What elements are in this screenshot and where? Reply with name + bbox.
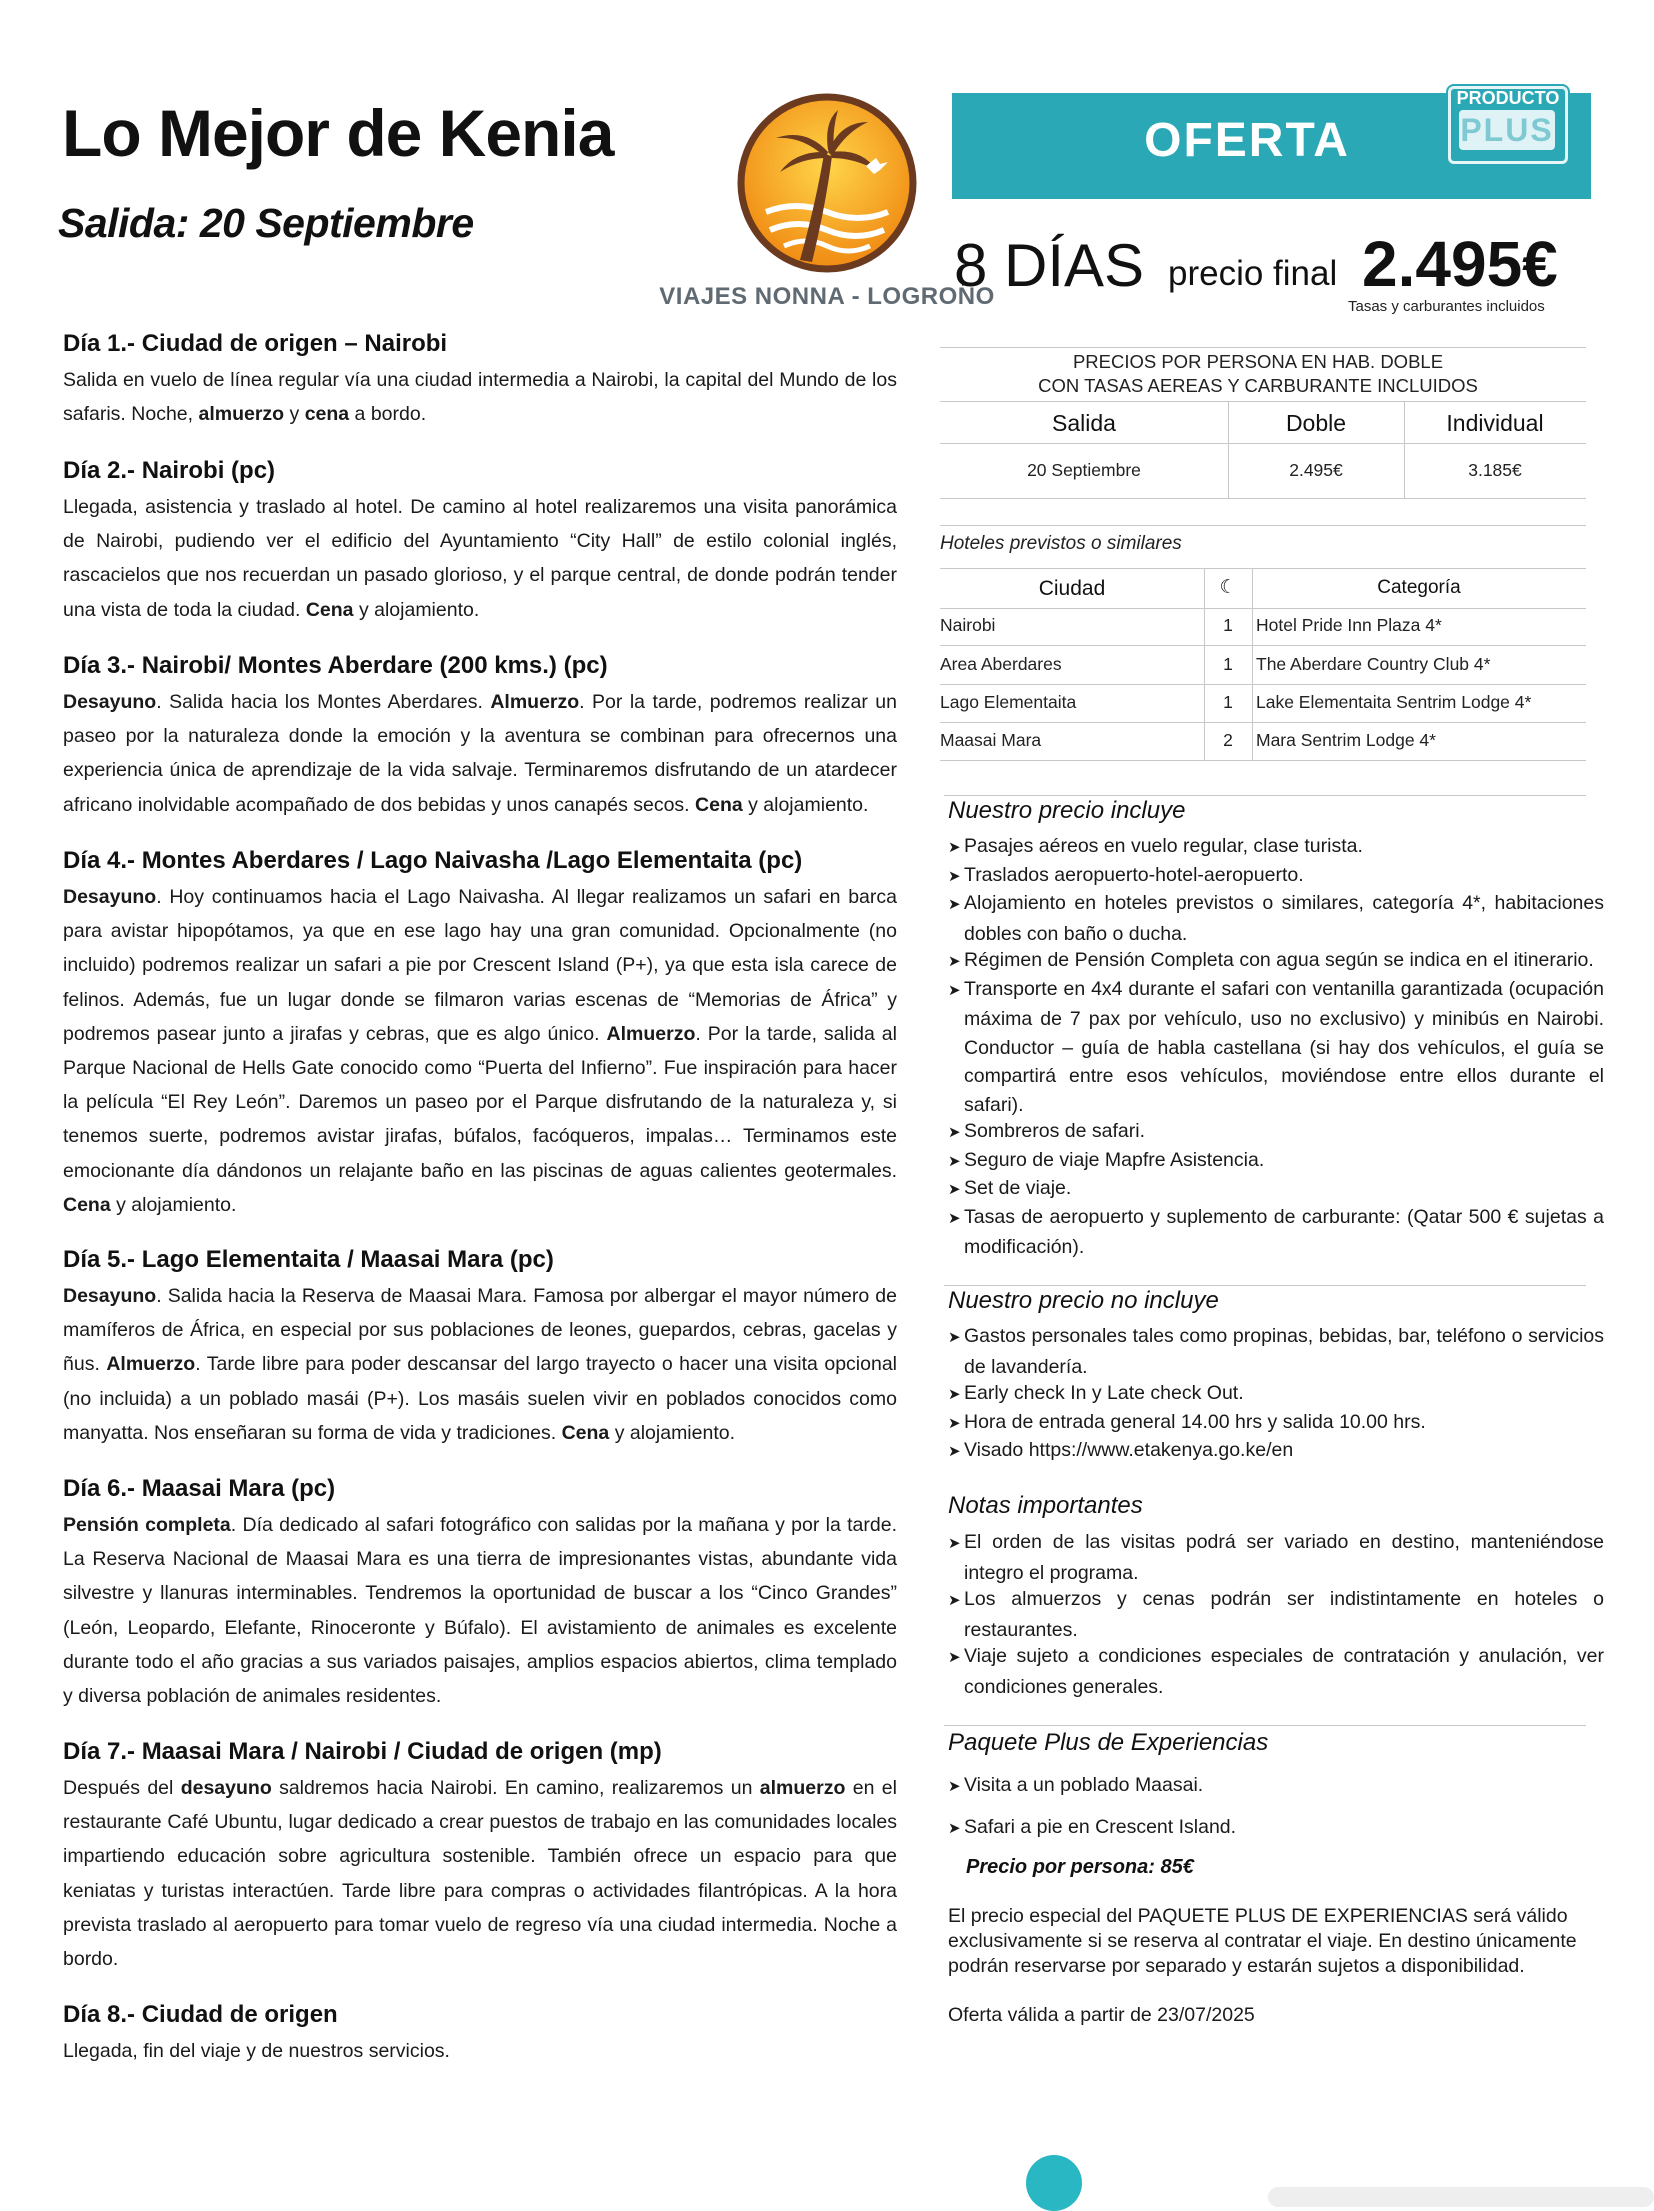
badge-top-label: PRODUCTO <box>1456 88 1560 108</box>
hotel-city: Area Aberdares <box>940 654 1062 674</box>
col-header-doble: Doble <box>1285 410 1347 436</box>
list-item: ➤ Régimen de Pensión Completa con agua según se indica en el itinerario. <box>948 949 1594 971</box>
price-label: precio final <box>1168 254 1338 293</box>
hotel-name: Lake Elementaita Sentrim Lodge 4* <box>1256 692 1532 712</box>
moon-icon: ☾ <box>1219 577 1237 598</box>
list-item: ➤ Alojamiento en hoteles previstos o similares, categoría 4*, habitaciones dobles con baño o ducha. <box>948 892 1604 945</box>
hotel-city: Lago Elementaita <box>940 692 1077 712</box>
list-item: ➤ Visado https://www.etakenya.go.ke/en <box>948 1439 1294 1461</box>
list-item: ➤ Sombreros de safari. <box>948 1120 1145 1142</box>
hotel-nights: 2 <box>1223 730 1233 750</box>
hotel-name: Hotel Pride Inn Plaza 4* <box>1256 615 1442 635</box>
table-rule <box>940 401 1586 402</box>
list-item: ➤ Los almuerzos y cenas podrán ser indistintamente en hoteles o restaurantes. <box>948 1588 1604 1641</box>
hotels-title: Hoteles previstos o similares <box>940 533 1182 554</box>
price-value: 2.495€ <box>1362 228 1558 300</box>
table-rule <box>1252 568 1253 760</box>
page-title: Lo Mejor de Kenia <box>62 96 614 170</box>
col-header-salida: Salida <box>1052 410 1116 436</box>
table-rule <box>940 645 1586 646</box>
day-title: Día 7.- Maasai Mara / Nairobi / Ciudad de origen (mp) <box>63 1738 662 1765</box>
table-rule <box>940 684 1586 685</box>
list-item: ➤ Hora de entrada general 14.00 hrs y salida 10.00 hrs. <box>948 1410 1426 1433</box>
day-title: Día 2.- Nairobi (pc) <box>63 457 276 484</box>
table-rule <box>940 443 1586 444</box>
agency-logo <box>736 92 918 274</box>
offer-validity: Oferta válida a partir de 23/07/2025 <box>948 2004 1255 2026</box>
section-rule <box>944 795 1586 796</box>
hotel-name: Mara Sentrim Lodge 4* <box>1256 730 1436 750</box>
price-cell-date: 20 Septiembre <box>1027 460 1141 480</box>
list-item: ➤ Traslados aeropuerto-hotel-aeropuerto. <box>948 863 1304 886</box>
list-item: ➤ Seguro de viaje Mapfre Asistencia. <box>948 1148 1265 1171</box>
hotel-nights: 1 <box>1223 692 1233 712</box>
hotel-nights: 1 <box>1223 615 1233 635</box>
day-title: Día 1.- Ciudad de origen – Nairobi <box>63 330 448 357</box>
list-item: ➤ Safari a pie en Crescent Island. <box>948 1816 1237 1838</box>
notes-title: Notas importantes <box>948 1492 1143 1519</box>
day-description: Desayuno. Salida hacia la Reserva de Maasai Mara. Famosa por albergar el mayor número de mamíferos de África, en especial por sus poblaciones de leones, guepardos, cebras, gacelas y ñus. Almuerzo. Tarde libre para poder descansar del largo trayecto o hacer una visita opcional (no incluida) a un poblado masái (P+). Los masáis suelen vivir en poblados conocidos como manyatta. Nos enseñaran su forma de vida y tradiciones. Cena y alojamiento. <box>63 1285 897 1444</box>
badge-plus-label: PLUS <box>1460 112 1554 148</box>
list-item: ➤ Viaje sujeto a condiciones especiales de contratación y anulación, ver condiciones generales. <box>948 1645 1604 1698</box>
list-item: ➤ Set de viaje. <box>948 1177 1072 1199</box>
day-description: Desayuno. Hoy continuamos hacia el Lago Naivasha. Al llegar realizamos un safari en barca para avistar hipopótamos, ya que en ese lago hay una gran comunidad. Opcionalmente (no incluido) podremos realizar un safari a pie por Crescent Island (P+), ya que esta isla carece de felinos. Además, fue un lugar donde se filmaron varias escenas de “Memorias de África” y podremos pasear junto a jirafas y cebras, que es algo único. Almuerzo. Por la tarde, salida al Parque Nacional de Hells Gate conocido como “Puerta del Infierno”. Fue inspiración para hacer la película “El Rey León”. Daremos un paseo por el Parque disfrutando de la naturaleza y, si tenemos suerte, podremos avistar jirafas, búfalos, facóqueros, impalas… Terminamos este emocionante día dándonos un relajante baño en las piscinas de aguas calientes geotermales. Cena y alojamiento. <box>63 886 897 1216</box>
departure-subtitle: Salida: 20 Septiembre <box>58 200 474 246</box>
hotel-nights: 1 <box>1223 654 1233 674</box>
excludes-title: Nuestro precio no incluye <box>948 1287 1219 1314</box>
day-description: Llegada, fin del viaje y de nuestros servicios. <box>63 2040 450 2062</box>
section-rule <box>944 1725 1586 1726</box>
day-description: Pensión completa. Día dedicado al safari fotográfico con salidas por la mañana y por la tarde. La Reserva Nacional de Maasai Mara es una tierra de impresionantes vistas, abundante vida silvestre y llanuras interminables. Tendremos la oportunidad de buscar a los “Cinco Grandes” (León, Leopardo, Elefante, Rinoceronte y Búfalo). El avistamiento de animales es excelente durante todo el año gracias a sus variados paisajes, amplios espacios abiertos, clima templado y diversa población de animales residentes. <box>63 1514 898 1708</box>
page-scroll-bar <box>1268 2187 1654 2207</box>
table-rule <box>940 525 1586 526</box>
day-description: Llegada, asistencia y traslado al hotel. De camino al hotel realizaremos una visita panorámica de Nairobi, pudiendo ver el edificio del Ayuntamiento “City Hall” de estilo colonial inglés, rascacielos que nos recuerdan un pasado glorioso, y el parque central, de donde podrán tender una vista de toda la ciudad. Cena y alojamiento. <box>63 496 897 621</box>
col-header-categoria: Categoría <box>1377 577 1461 598</box>
trip-duration: 8 DÍAS <box>954 232 1145 299</box>
prices-table-heading: PRECIOS POR PERSONA EN HAB. DOBLE CON TASAS AEREAS Y CARBURANTE INCLUIDOS <box>1038 351 1478 396</box>
day-description: Salida en vuelo de línea regular vía una ciudad intermedia a Nairobi, la capital del Mundo de los safaris. Noche, almuerzo y cena a bordo. <box>63 369 897 426</box>
list-item: ➤ Early check In y Late check Out. <box>948 1382 1244 1404</box>
price-note: Tasas y carburantes incluidos <box>1348 298 1545 315</box>
table-rule <box>940 568 1586 569</box>
list-item: ➤ Transporte en 4x4 durante el safari con ventanilla garantizada (ocupación máxima de 7 pax por vehículo, uso no exclusivo) y minibús en Nairobi. Conductor – guía de habla castellana (si hay dos vehículos, el guía se compartirá entre esos vehículos, moviéndose entre ellos durante el safari). <box>948 977 1604 1116</box>
day-title: Día 6.- Maasai Mara (pc) <box>63 1475 336 1502</box>
day-title: Día 5.- Lago Elementaita / Maasai Mara (pc) <box>63 1246 554 1273</box>
hotel-city: Nairobi <box>940 615 996 635</box>
hotel-city: Maasai Mara <box>940 730 1042 750</box>
day-description: Después del desayuno saldremos hacia Nairobi. En camino, realizaremos un almuerzo en el restaurante Café Ubuntu, lugar dedicado a crear puestos de trabajo en las comunidades locales impartiendo educación sobre agricultura sostenible. También ofrece un espacio para que keniatas y turistas interactúen. Tarde libre para compras o actividades filantrópicas. A la hora prevista traslado al aeropuerto para tomar vuelo de regreso vía una ciudad intermedia. Noche a bordo. <box>63 1777 897 1971</box>
table-rule <box>1404 401 1405 498</box>
table-rule <box>940 498 1586 499</box>
list-item: ➤ Gastos personales tales como propinas, bebidas, bar, teléfono o servicios de lavandería. <box>948 1325 1604 1378</box>
list-item: ➤ Tasas de aeropuerto y suplemento de carburante: (Qatar 500 € sujetas a modificación). <box>948 1205 1604 1258</box>
includes-title: Nuestro precio incluye <box>948 797 1186 824</box>
section-rule <box>944 1285 1586 1286</box>
table-rule <box>1228 401 1229 498</box>
price-cell-double: 2.495€ <box>1289 460 1343 480</box>
table-rule <box>940 347 1586 348</box>
list-item: ➤ El orden de las visitas podrá ser variado en destino, manteniéndose integro el programa. <box>948 1531 1604 1584</box>
hotel-name: The Aberdare Country Club 4* <box>1256 654 1491 674</box>
table-rule <box>940 760 1586 761</box>
table-rule <box>940 722 1586 723</box>
day-title: Día 3.- Nairobi/ Montes Aberdare (200 kms.) (pc) <box>63 652 608 679</box>
agency-name: VIAJES NONNA - LOGROÑO <box>659 283 995 310</box>
day-description: Desayuno. Salida hacia los Montes Aberdares. Almuerzo. Por la tarde, podremos realizar un paseo por la naturaleza donde la emoción y la aventura se combinan para ofrecernos una experiencia única de aprendizaje de la vida salvaje. Terminaremos disfrutando de un atardecer africano inolvidable acompañado de dos bebidas y unos canapés secos. Cena y alojamiento. <box>63 691 897 816</box>
day-title: Día 8.- Ciudad de origen <box>63 2001 338 2028</box>
col-header-ciudad: Ciudad <box>1038 577 1106 600</box>
page-marker-dot <box>1026 2155 1082 2211</box>
col-header-individual: Individual <box>1446 410 1544 436</box>
list-item: ➤ Pasajes aéreos en vuelo regular, clase turista. <box>948 835 1363 857</box>
plus-package-title: Paquete Plus de Experiencias <box>948 1729 1269 1756</box>
day-title: Día 4.- Montes Aberdares / Lago Naivasha /Lago Elementaita (pc) <box>63 847 803 874</box>
plus-package-price: Precio por persona: 85€ <box>966 1856 1194 1878</box>
price-cell-single: 3.185€ <box>1468 460 1522 480</box>
offer-label: OFERTA <box>1144 114 1350 167</box>
table-rule <box>940 608 1586 609</box>
plus-package-note: El precio especial del PAQUETE PLUS DE EXPERIENCIAS será válido exclusivamente si se reserva al contratar el viaje. En destino únicamente podrán reservarse por separado y estarán sujetos a disponibilidad. <box>948 1905 1577 1977</box>
list-item: ➤ Visita a un poblado Maasai. <box>948 1774 1204 1796</box>
